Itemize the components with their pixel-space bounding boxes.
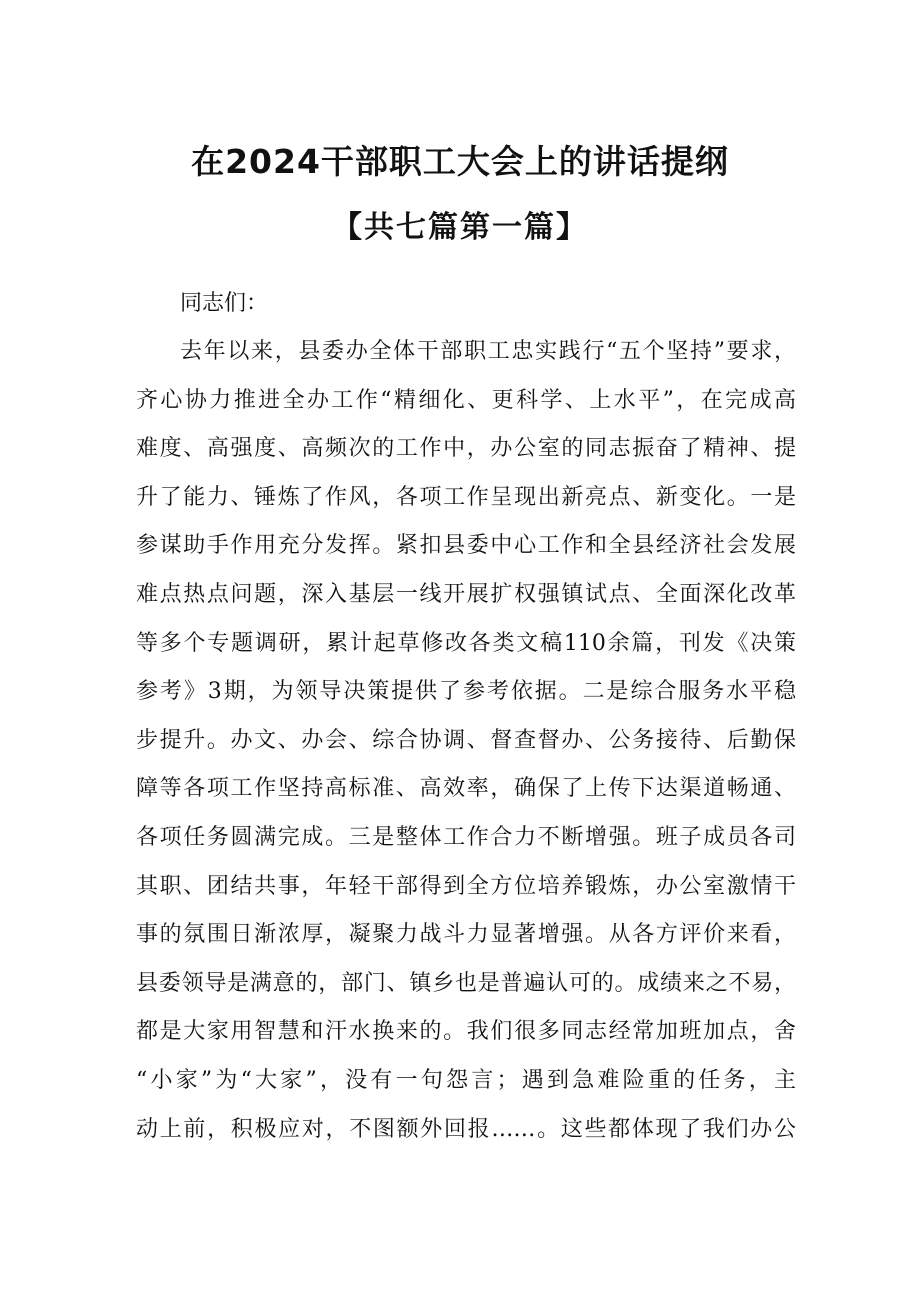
paragraph-line: 等多个专题调研，累计起草修改各类文稿110余篇，刊发《决策	[136, 630, 796, 656]
greeting: 同志们：	[180, 291, 269, 316]
paragraph-line: 参考》3期，为领导决策提供了参考依据。二是综合服务水平稳	[136, 679, 796, 705]
paragraph-line: 各项任务圆满完成。三是整体工作合力不断增强。班子成员各司	[136, 824, 796, 850]
document-title: 在2024干部职工大会上的讲话提纲	[191, 142, 729, 181]
paragraph-line: 都是大家用智慧和汗水换来的。我们很多同志经常加班加点，舍	[136, 1019, 796, 1045]
body-paragraph	[136, 328, 796, 1154]
paragraph-line: 难点热点问题，深入基层一线开展扩权强镇试点、全面深化改革	[136, 581, 796, 607]
paragraph-line: 难度、高强度、高频次的工作中，办公室的同志振奋了精神、提	[136, 436, 796, 462]
paragraph-line: 动上前，积极应对，不图额外回报……。这些都体现了我们办公	[136, 1116, 796, 1142]
paragraph-line: 去年以来，县委办全体干部职工忠实践行“五个坚持”要求，	[180, 339, 796, 364]
paragraph-line: 步提升。办文、办会、综合协调、督查督办、公务接待、后勤保	[136, 727, 796, 753]
paragraph-line: 齐心协力推进全办工作“精细化、更科学、上水平”，在完成高	[136, 387, 796, 413]
paragraph-line: 事的氛围日渐浓厚，凝聚力战斗力显著增强。从各方评价来看，	[136, 922, 796, 948]
paragraph-line: 其职、团结共事，年轻干部得到全方位培养锻炼，办公室激情干	[136, 873, 796, 899]
paragraph-line: 障等各项工作坚持高标准、高效率，确保了上传下达渠道畅通、	[136, 776, 796, 802]
paragraph-line: 县委领导是满意的，部门、镇乡也是普遍认可的。成绩来之不易，	[136, 970, 796, 996]
paragraph-line: 升了能力、锤炼了作风，各项工作呈现出新亮点、新变化。一是	[136, 484, 796, 510]
document-subtitle: 【共七篇第一篇】	[332, 210, 588, 245]
paragraph-line: 参谋助手作用充分发挥。紧扣县委中心工作和全县经济社会发展	[136, 533, 796, 559]
paragraph-line: “小家”为“大家”，没有一句怨言；遇到急难险重的任务，主	[136, 1067, 796, 1093]
